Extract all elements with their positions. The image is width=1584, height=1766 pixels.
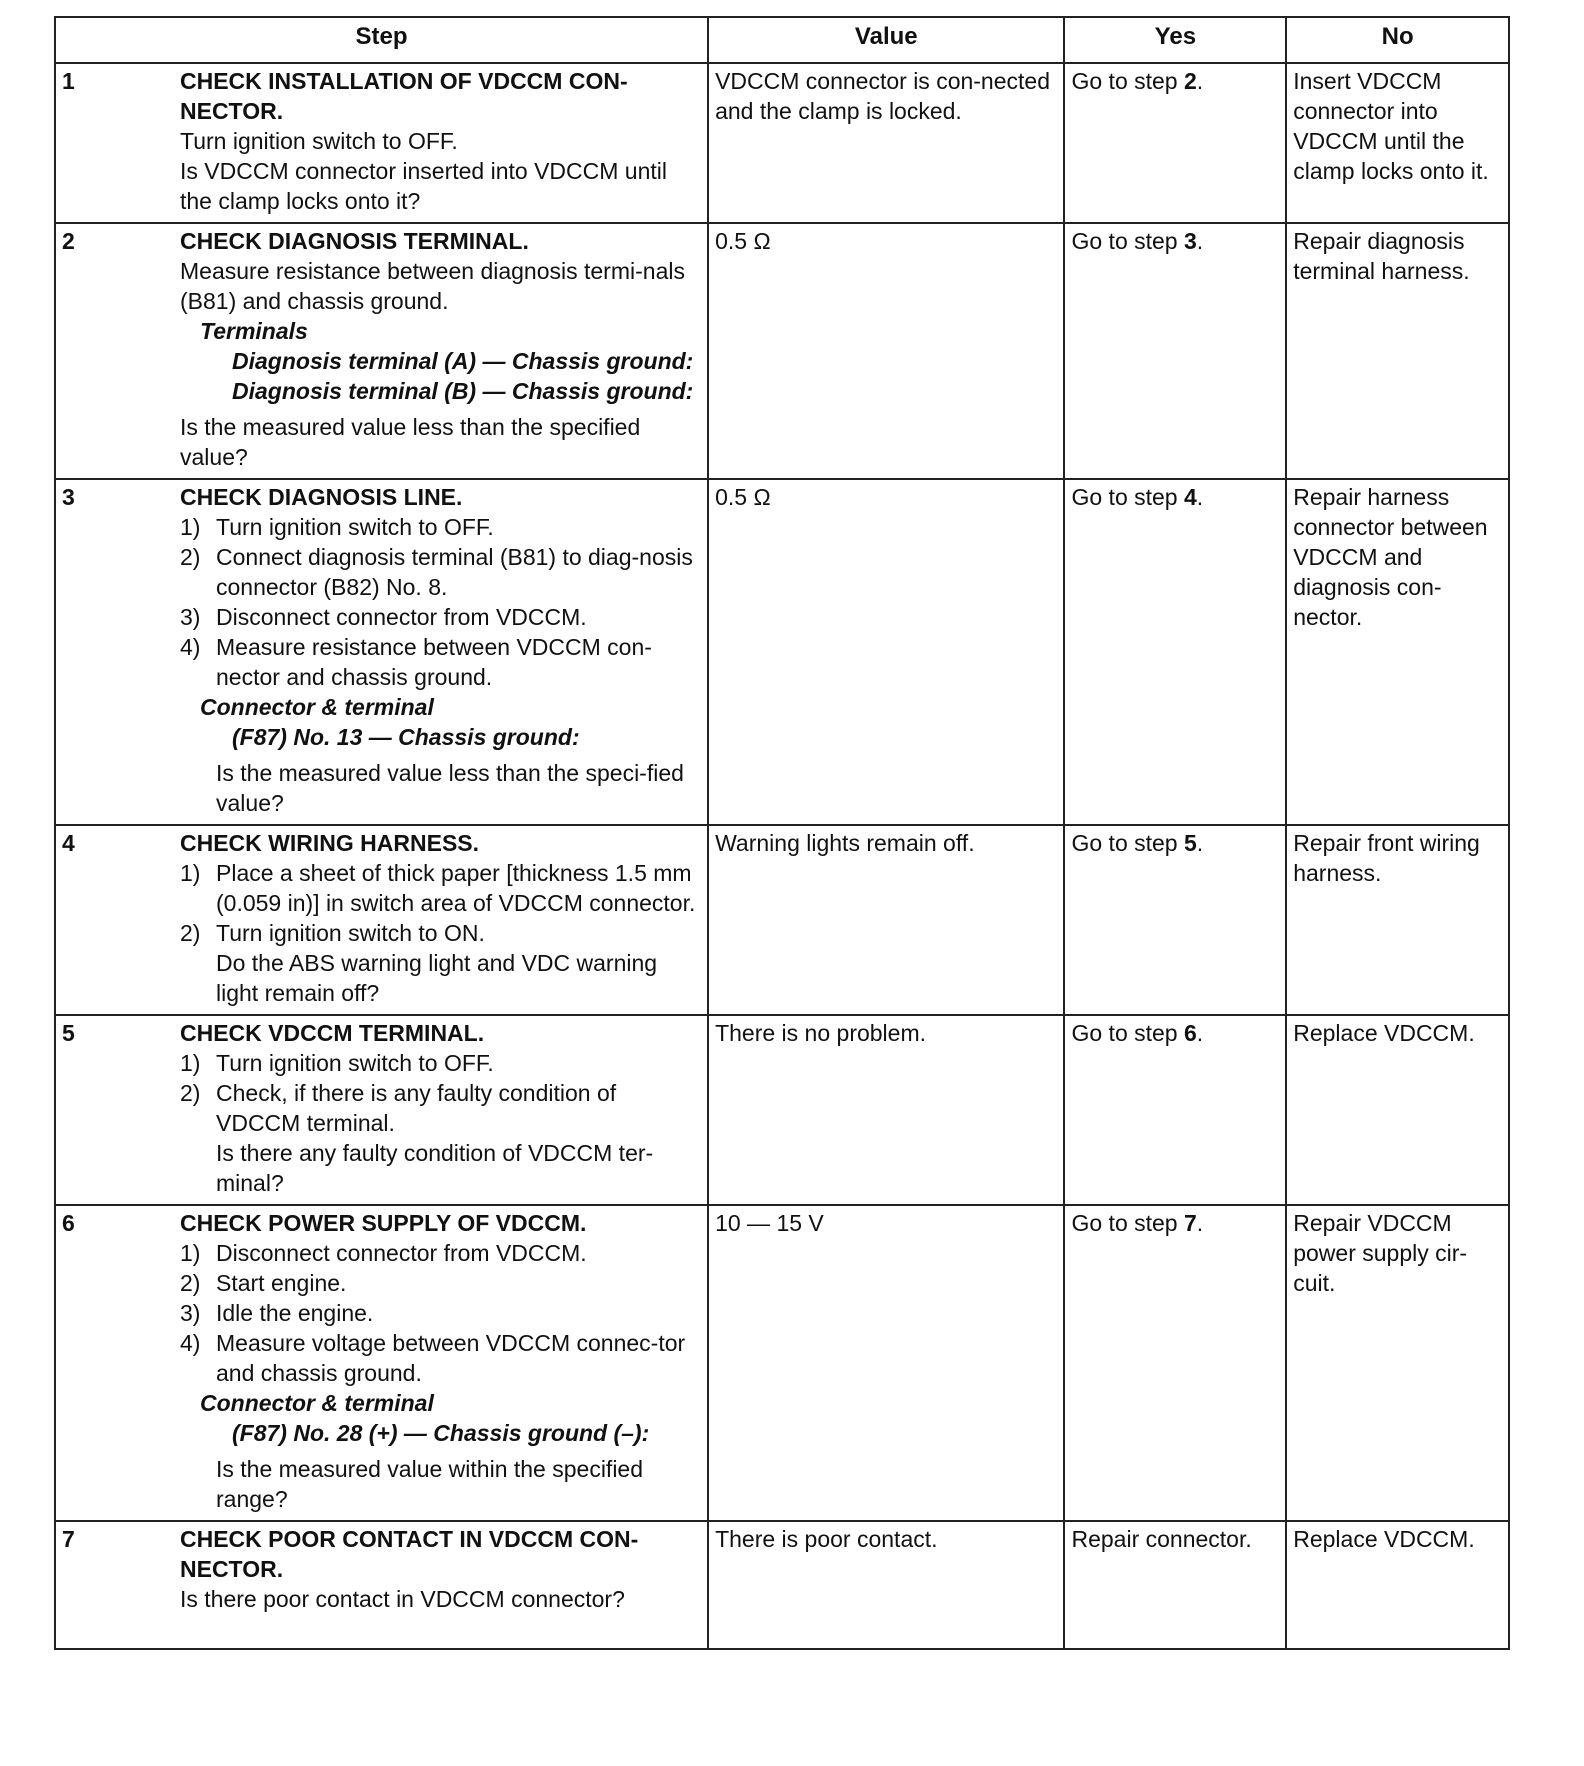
yes-prefix: Go to step: [1071, 484, 1184, 510]
step-number: 3: [62, 484, 75, 510]
step-cell: [55, 1521, 708, 1649]
value-cell: Warning lights remain off.: [708, 825, 1064, 1015]
yes-step-number: 7: [1184, 1210, 1197, 1236]
yes-prefix: Go to step: [1071, 1210, 1184, 1236]
header-no: No: [1286, 17, 1509, 63]
list-item-number: 2): [180, 544, 201, 570]
list-item-text: Turn ignition switch to OFF.: [216, 514, 494, 540]
list-item-text: Connect diagnosis terminal (B81) to diag-nosis connector (B82) No. 8.: [216, 544, 693, 600]
step-question: Is there any faulty condition of VDCCM ter-minal?: [216, 1140, 654, 1196]
list-item: [180, 1328, 701, 1388]
no-cell: Repair front wiring harness.: [1286, 825, 1509, 1015]
step-question: Is VDCCM connector inserted into VDCCM until the clamp locks onto it?: [180, 158, 667, 214]
step-question: Is the measured value within the specified range?: [216, 1456, 644, 1512]
step-number: 7: [62, 1526, 75, 1552]
yes-suffix: .: [1196, 1020, 1204, 1046]
step-line: Turn ignition switch to OFF.: [180, 128, 458, 154]
procedure-list: [180, 512, 701, 692]
step-title: CHECK INSTALLATION OF VDCCM CON-NECTOR.: [180, 68, 628, 124]
list-item: [180, 1268, 701, 1298]
step-question: Is the measured value less than the speci-fied value?: [216, 760, 684, 816]
list-item-text: Check, if there is any faulty condition of VDCCM terminal.: [216, 1080, 617, 1136]
yes-step-number: 5: [1184, 830, 1197, 856]
list-item-number: 1): [180, 514, 201, 540]
step-question: Is there poor contact in VDCCM connector?: [180, 1586, 625, 1612]
list-item-number: 4): [180, 1330, 201, 1356]
list-item-text: Turn ignition switch to ON.: [216, 920, 485, 946]
header-yes: Yes: [1064, 17, 1286, 63]
table-row: [55, 479, 1509, 825]
spec-line: (F87) No. 13 — Chassis ground:: [232, 724, 580, 750]
list-item: [180, 632, 701, 692]
list-item: [180, 512, 701, 542]
value-cell: There is no problem.: [708, 1015, 1064, 1205]
list-item-text: Start engine.: [216, 1270, 347, 1296]
yes-prefix: Go to step: [1071, 68, 1184, 94]
step-title: CHECK VDCCM TERMINAL.: [180, 1020, 485, 1046]
header-row: [55, 17, 1509, 63]
table-row: [55, 223, 1509, 479]
list-item-text: Disconnect connector from VDCCM.: [216, 604, 587, 630]
yes-suffix: .: [1196, 228, 1204, 254]
step-title: CHECK WIRING HARNESS.: [180, 830, 480, 856]
list-item-number: 3): [180, 1300, 201, 1326]
list-item: [180, 602, 701, 632]
step-number: 6: [62, 1210, 75, 1236]
step-number: 4: [62, 830, 75, 856]
no-cell: Repair harness connector between VDCCM and diagnosis con-nector.: [1286, 479, 1509, 825]
list-item-text: Turn ignition switch to OFF.: [216, 1050, 494, 1076]
no-cell: Insert VDCCM connector into VDCCM until the clamp locks onto it.: [1286, 63, 1509, 223]
spec-heading: Connector & terminal: [200, 1390, 434, 1416]
yes-cell: [1064, 223, 1286, 479]
list-item: [180, 1298, 701, 1328]
list-item-number: 1): [180, 1050, 201, 1076]
value-cell: 0.5 Ω: [708, 223, 1064, 479]
table-row: [55, 63, 1509, 223]
header-step: Step: [55, 17, 708, 63]
yes-step-number: 6: [1184, 1020, 1197, 1046]
list-item-text: Idle the engine.: [216, 1300, 374, 1326]
list-item-number: 1): [180, 1240, 201, 1266]
step-cell: [55, 223, 708, 479]
diagnostic-table: [54, 16, 1510, 1650]
procedure-list: [180, 1238, 701, 1388]
step-cell: [55, 479, 708, 825]
value-cell: VDCCM connector is con-nected and the clamp is locked.: [708, 63, 1064, 223]
step-cell: [55, 1015, 708, 1205]
list-item: [180, 542, 701, 602]
list-item: [180, 1238, 701, 1268]
no-cell: Repair VDCCM power supply cir-cuit.: [1286, 1205, 1509, 1521]
spec-heading: Connector & terminal: [200, 694, 434, 720]
yes-step-number: 2: [1184, 68, 1197, 94]
table-row: [55, 825, 1509, 1015]
value-cell: 10 — 15 V: [708, 1205, 1064, 1521]
procedure-list: [180, 1048, 701, 1138]
step-question: Do the ABS warning light and VDC warning light remain off?: [216, 950, 658, 1006]
table-row: [55, 1015, 1509, 1205]
list-item: [180, 858, 701, 918]
step-cell: [55, 1205, 708, 1521]
step-question: Is the measured value less than the specified value?: [180, 414, 641, 470]
step-intro: Measure resistance between diagnosis termi-nals (B81) and chassis ground.: [180, 258, 685, 314]
yes-cell: [1064, 479, 1286, 825]
no-cell: Replace VDCCM.: [1286, 1521, 1509, 1649]
step-number: 1: [62, 68, 75, 94]
list-item: [180, 918, 701, 948]
list-item-text: Measure resistance between VDCCM con-nector and chassis ground.: [216, 634, 652, 690]
list-item-number: 4): [180, 634, 201, 660]
yes-step-number: 3: [1184, 228, 1197, 254]
yes-cell: Repair connector.: [1064, 1521, 1286, 1649]
table-row: [55, 1205, 1509, 1521]
yes-cell: [1064, 1015, 1286, 1205]
list-item-text: Place a sheet of thick paper [thickness 1.5 mm (0.059 in)] in switch area of VDCCM connector.: [216, 860, 696, 916]
list-item-text: Measure voltage between VDCCM connec-tor and chassis ground.: [216, 1330, 686, 1386]
list-item: [180, 1048, 701, 1078]
yes-prefix: Go to step: [1071, 1020, 1184, 1046]
step-cell: [55, 825, 708, 1015]
step-number: 5: [62, 1020, 75, 1046]
yes-prefix: Go to step: [1071, 830, 1184, 856]
step-title: CHECK DIAGNOSIS TERMINAL.: [180, 228, 529, 254]
yes-cell: [1064, 63, 1286, 223]
list-item: [180, 1078, 701, 1138]
spec-line: (F87) No. 28 (+) — Chassis ground (–):: [232, 1420, 650, 1446]
table-row: [55, 1521, 1509, 1649]
list-item-number: 2): [180, 920, 201, 946]
header-value: Value: [708, 17, 1064, 63]
list-item-number: 2): [180, 1270, 201, 1296]
procedure-list: [180, 858, 701, 948]
no-cell: Repair diagnosis terminal harness.: [1286, 223, 1509, 479]
value-cell: There is poor contact.: [708, 1521, 1064, 1649]
step-title: CHECK POWER SUPPLY OF VDCCM.: [180, 1210, 587, 1236]
step-cell: [55, 63, 708, 223]
diagnostic-procedure-sheet: [54, 16, 1510, 1650]
yes-step-number: 4: [1184, 484, 1197, 510]
spec-heading: Terminals: [200, 318, 308, 344]
yes-cell: [1064, 1205, 1286, 1521]
step-number: 2: [62, 228, 75, 254]
spec-line: Diagnosis terminal (B) — Chassis ground:: [232, 378, 694, 404]
list-item-number: 1): [180, 860, 201, 886]
step-title: CHECK DIAGNOSIS LINE.: [180, 484, 463, 510]
yes-suffix: .: [1196, 484, 1204, 510]
yes-suffix: .: [1196, 68, 1204, 94]
yes-prefix: Go to step: [1071, 228, 1184, 254]
value-cell: 0.5 Ω: [708, 479, 1064, 825]
step-title: CHECK POOR CONTACT IN VDCCM CON-NECTOR.: [180, 1526, 639, 1582]
list-item-text: Disconnect connector from VDCCM.: [216, 1240, 587, 1266]
list-item-number: 2): [180, 1080, 201, 1106]
yes-suffix: .: [1196, 1210, 1204, 1236]
list-item-number: 3): [180, 604, 201, 630]
no-cell: Replace VDCCM.: [1286, 1015, 1509, 1205]
yes-cell: [1064, 825, 1286, 1015]
yes-suffix: .: [1196, 830, 1204, 856]
spec-line: Diagnosis terminal (A) — Chassis ground:: [232, 348, 694, 374]
